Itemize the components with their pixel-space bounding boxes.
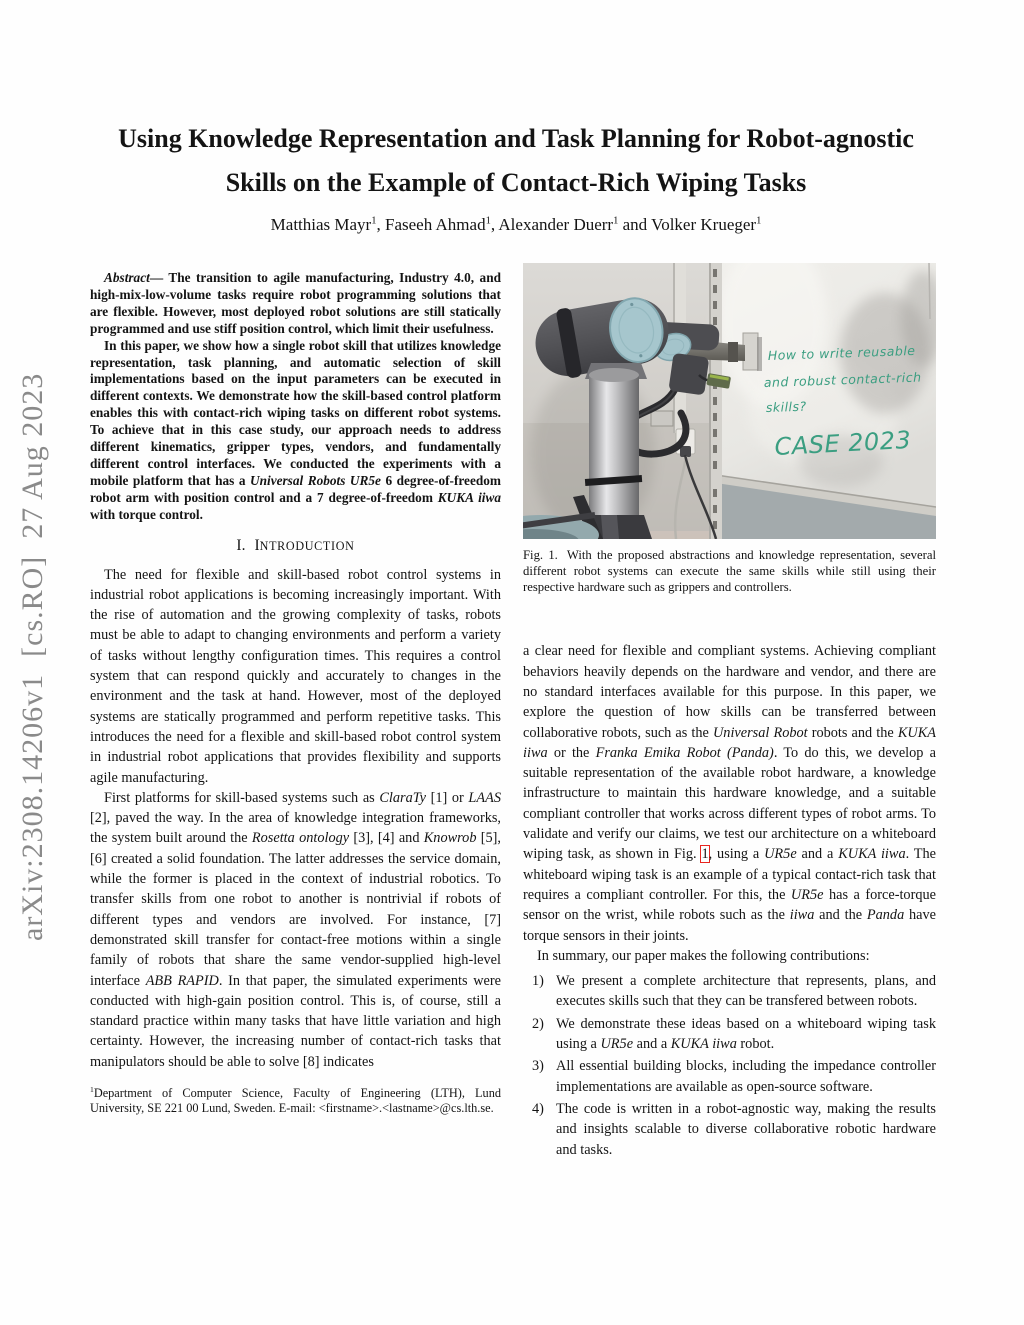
intro-paragraph-2: First platforms for skill-based systems such as ClaraTy [1] or LAAS [2], paved the way. In the area of knowledge integration frameworks, the system built around the Rosetta ontology [3], [4] and Knowrob [5], [6] created a solid foundation. The latter addresses the service domain, while the former is placed in the context of industrial robotics. To transfer skills from one robot to another is nontrivial if robots of different types and vendors are involved. For instance, [7] demonstrated skill transfer for contact-free motions within a single family of robots that share the same vendor-supplied high-level interface ABB RAPID. In that paper, the simulated experiments were conducted with high-gain position control. This is, of course, still a standard practice within many tasks that have little variation and high certainty. However, the increasing number of contact-rich tasks that manipulators should be able to solve [8] indicates	[90, 789, 501, 1070]
board-mount-bracket	[743, 333, 758, 370]
figure1-photo	[523, 263, 936, 539]
right-paragraph-1: a clear need for flexible and compliant systems. Achieving compliant behaviors heavily depends on the hardware and vendor, and there are no standard interfaces available for this purpose. In this paper, we explore the question of how skills can be transferred between collaborative robots, such as the Universal Robot robots and the KUKA iiwa or the Franka Emika Robot (Panda). To do this, we develop a suitable representation of the available robot hardware, a knowledge infrastructure to maintain this hardware knowledge, and a suitable compliant controller that works across different types of robot arms. To validate and verify our claims, we test our architecture on a whiteboard wiping task, as shown in Fig. 1, using a UR5e and a KUKA iiwa. The whiteboard wiping task is an example of a typical contact-rich task that requires a compliant controller. For this, the UR5e has a force-torque sensor on the wrist, while robots such as the iiwa and the Panda have torque sensors in their joints.	[523, 643, 937, 944]
contribution-text: We present a complete architecture that represents, plans, and executes skills such that they can be transfered between robots.	[556, 973, 936, 1010]
contribution-item-3	[523, 1056, 936, 1097]
intro-paragraph-1: The need for flexible and skill-based robot control systems in industrial robot applications is becoming increasingly important. With the rise of automation and the growing complexity of tasks, robots must be able to adapt to changing environments and perform a variety of tasks without lengthy configuration times. This requires a control system that can respond quickly and accurately to changes in the environment and the task at hand. However, most of the deployed systems are statically programmed and perform repetitive tasks. This introduces the need for a flexible and skill-based robot control system in industrial robot applications that provides flexibility and supports agile manufacturing.	[90, 566, 501, 786]
abstract-paragraph-1: Abstract— The transition to agile manufacturing, Industry 4.0, and high-mix-low-volume tasks require robot programming solutions that are flexible. However, most deployed robot solutions are still statically programmed and use stiff position control, which limit their usefulness.	[90, 270, 501, 336]
fig1-reference-link[interactable]: 1	[701, 846, 709, 863]
whiteboard-line-4: CASE 2023	[773, 425, 912, 461]
wrist-block	[668, 353, 709, 396]
cable-clamp	[651, 411, 673, 426]
column	[589, 375, 639, 521]
left-column	[90, 270, 501, 1117]
contribution-item-2	[523, 1014, 936, 1055]
whiteboard-line-2: and robust contact-rich	[763, 369, 922, 390]
contribution-item-1	[523, 971, 936, 1012]
right-paragraph-summary: In summary, our paper makes the following contributions:	[537, 947, 870, 964]
paper-title-line1: Using Knowledge Representation and Task Planning for Robot-agnostic	[118, 124, 914, 153]
contributions-list	[523, 971, 936, 1160]
wall-rail-slotted	[709, 263, 722, 539]
contribution-text: All essential building blocks, including the impedance controller implementations are available as open-source software.	[556, 1058, 936, 1095]
robot-whiteboard-photo	[523, 263, 936, 539]
paper-title	[88, 117, 944, 205]
paper-header	[88, 117, 944, 235]
contribution-number: 2)	[532, 1015, 544, 1032]
contribution-text: We demonstrate these ideas based on a whiteboard wiping task using a UR5e and a KUKA iiwa robot.	[556, 1015, 936, 1053]
author-affiliation-footnote: $^1$Department of Computer Science, Faculty of Engineering (LTH), Lund University, SE 221 00 Lund, Sweden. E-mail: <firstname>.<lastname>@cs.lth.se.	[90, 1084, 501, 1116]
contribution-number: 3)	[532, 1058, 544, 1075]
whiteboard-line-1: How to write reusable	[767, 342, 916, 363]
contribution-number: 4)	[532, 1100, 544, 1117]
right-column	[523, 263, 936, 1160]
figure1	[523, 263, 936, 595]
figure1-caption: Fig. 1. With the proposed abstractions and knowledge representation, several different robot systems can execute the same skills while still using their respective hardware such as grippers and controllers.	[523, 548, 936, 594]
abstract-paragraph-2: In this paper, we show how a single robot skill that utilizes knowledge representation, task planning, and automatic selection of skill implementations based on the input parameters can be executed in different contexts. We demonstrate how the skill-based control platform enables this with contact-rich wiping tasks on different robot systems. To achieve that in this case study, our approach needs to address different kinematics, gripper types, vendors, and fundamentally different control interfaces. We conducted the experiments with a mobile platform that has a Universal Robots UR5e 6 degree-of-freedom robot arm with position control and a 7 degree-of-freedom KUKA iiwa with torque control.	[90, 337, 501, 522]
arxiv-watermark: arXiv:2308.14206v1 [cs.RO] 27 Aug 2023	[16, 372, 49, 941]
section-heading-introduction: I. INTRODUCTION	[236, 536, 355, 554]
contribution-text: The code is written in a robot-agnostic way, making the results and insights scalable to diverse collaborative robotic hardware and tasks.	[556, 1100, 936, 1158]
whiteboard-line-3: skills?	[765, 398, 807, 415]
paper-title-line2: Skills on the Example of Contact-Rich Wiping Tasks	[225, 168, 807, 197]
contribution-item-4	[523, 1099, 936, 1160]
authors-line: Matthias Mayr$^1$, Faseeh Ahmad$^1$, Alexander Duerr$^1$ and Volker Krueger$^1$	[270, 215, 762, 234]
contribution-number: 1)	[532, 973, 544, 990]
